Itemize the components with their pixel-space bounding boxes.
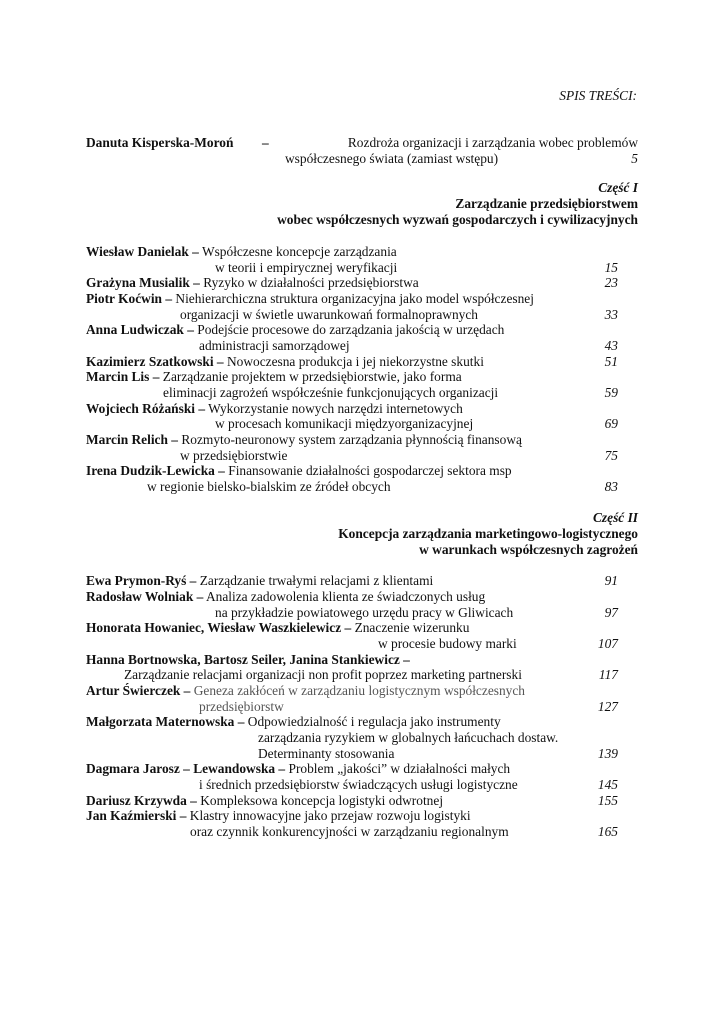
entry-title: Odpowiedzialność i regulacja jako instrumenty <box>247 714 501 729</box>
entry-title-cont: Determinanty stosowania <box>258 746 395 761</box>
entry-page: 83 <box>604 479 618 494</box>
entry-page: 145 <box>597 777 618 792</box>
entry-title: Podejście procesowe do zarządzania jakością w urzędach <box>197 322 505 337</box>
entry-author: Radosław Wolniak – <box>86 589 204 604</box>
entry-title-cont: w regionie bielsko-bialskim ze źródeł obcych <box>147 479 391 494</box>
entry-title-cont: w przedsiębiorstwie <box>180 448 288 463</box>
entry-title-cont: przedsiębiorstw <box>199 699 284 714</box>
entry-title: Znaczenie wizerunku <box>354 620 470 635</box>
entry-title: Wykorzystanie nowych narzędzi internetowych <box>208 401 463 416</box>
entry-title-cont: zarządzania ryzykiem w globalnych łańcuchach dostaw. <box>258 730 559 745</box>
entry-author: Ewa Prymon-Ryś – <box>86 573 197 588</box>
entry-page: 43 <box>604 338 618 353</box>
entry-page: 97 <box>604 605 618 620</box>
intro-dash: – <box>262 135 269 150</box>
entry-page: 117 <box>598 667 618 682</box>
entry-page: 15 <box>604 260 618 275</box>
entry-title: Geneza zakłóceń w zarządzaniu logistycznym współczesnych <box>193 683 526 698</box>
entry-author: Grażyna Musialik – <box>86 275 200 290</box>
entry-author: Irena Dudzik-Lewicka – <box>86 463 225 478</box>
intro-title-line2: współczesnego świata (zamiast wstępu) <box>285 151 499 166</box>
entry-page: 75 <box>604 448 618 463</box>
entry-page: 23 <box>604 275 618 290</box>
entry-author: Małgorzata Maternowska – <box>86 714 245 729</box>
intro-page: 5 <box>631 151 638 166</box>
entry-page: 155 <box>597 793 618 808</box>
intro-author: Danuta Kisperska-Moroń <box>86 135 234 150</box>
entry-title: Ryzyko w działalności przedsiębiorstwa <box>203 275 419 290</box>
entry-page: 91 <box>604 573 618 588</box>
entry-page: 127 <box>597 699 618 714</box>
entry-page: 165 <box>597 824 618 839</box>
part2-title-line2: w warunkach współczesnych zagrożeń <box>419 542 638 557</box>
entry-title: Nowoczesna produkcja i jej niekorzystne skutki <box>226 354 484 369</box>
entry-title-cont: na przykładzie powiatowego urzędu pracy w Gliwicach <box>215 605 514 620</box>
entry-author: Jan Kaźmierski – <box>86 808 187 823</box>
entry-page: 139 <box>597 746 618 761</box>
entry-author: Dariusz Krzywda – <box>86 793 197 808</box>
entry-author: Honorata Howaniec, Wiesław Waszkielewicz – <box>86 620 352 635</box>
entry-title: Rozmyto-neuronowy system zarządzania płynnością finansową <box>181 432 522 447</box>
intro-title-line1: Rozdroża organizacji i zarządzania wobec problemów <box>347 135 638 150</box>
entry-page: 69 <box>604 416 618 431</box>
entry-title: Współczesne koncepcje zarządzania <box>201 244 397 259</box>
entry-title-cont: w procesie budowy marki <box>378 636 517 651</box>
entry-author: Marcin Relich – <box>86 432 178 447</box>
entry-title-cont: organizacji w świetle uwarunkowań formalnoprawnych <box>180 307 478 322</box>
entry-title-cont: oraz czynnik konkurencyjności w zarządzaniu regionalnym <box>190 824 509 839</box>
entry-title-cont: eliminacji zagrożeń współcześnie funkcjonujących organizacji <box>163 385 499 400</box>
entry-title-cont: i średnich przedsiębiorstw świadczących usługi logistyczne <box>199 777 518 792</box>
entry-author: Wiesław Danielak – <box>86 244 199 259</box>
entry-page: 107 <box>597 636 618 651</box>
entry-title: Niehierarchiczna struktura organizacyjna jako model współczesnej <box>175 291 534 306</box>
entry-page: 33 <box>604 307 618 322</box>
entry-title: Zarządzanie trwałymi relacjami z klientami <box>199 573 434 588</box>
entry-author: Dagmara Jarosz – Lewandowska – <box>86 761 286 776</box>
entry-author: Marcin Lis – <box>86 369 160 384</box>
toc-title: SPIS TREŚCI: <box>559 88 637 103</box>
part1-label: Część I <box>598 180 638 195</box>
entry-page: 51 <box>604 354 618 369</box>
entry-author: Kazimierz Szatkowski – <box>86 354 224 369</box>
entry-title: Finansowanie działalności gospodarczej sektora msp <box>228 463 512 478</box>
part1-title-line1: Zarządzanie przedsiębiorstwem <box>455 196 638 211</box>
entry-page: 59 <box>604 385 618 400</box>
entry-title-cont: w procesach komunikacji międzyorganizacyjnej <box>215 416 474 431</box>
part2-label: Część II <box>592 510 638 525</box>
entry-author: Wojciech Różański – <box>86 401 206 416</box>
entry-title: Klastry innowacyjne jako przejaw rozwoju logistyki <box>189 808 471 823</box>
entry-title-cont: Zarządzanie relacjami organizacji non profit poprzez marketing partnerski <box>124 667 522 682</box>
part1-title-line2: wobec współczesnych wyzwań gospodarczych i cywilizacyjnych <box>277 212 638 227</box>
entry-author: Artur Świerczek – <box>86 683 191 698</box>
part2-title-line1: Koncepcja zarządzania marketingowo-logistycznego <box>338 526 638 541</box>
entry-author: Piotr Koćwin – <box>86 291 173 306</box>
entry-title-cont: administracji samorządowej <box>199 338 350 353</box>
entry-author: Hanna Bortnowska, Bartosz Seiler, Janina Stankiewicz – <box>86 652 410 667</box>
entry-title: Kompleksowa koncepcja logistyki odwrotnej <box>200 793 444 808</box>
entry-title-cont: w teorii i empirycznej weryfikacji <box>215 260 398 275</box>
entry-title: Zarządzanie projektem w przedsiębiorstwie, jako forma <box>162 369 462 384</box>
entry-author: Anna Ludwiczak – <box>86 322 194 337</box>
entry-title: Analiza zadowolenia klienta ze świadczonych usług <box>205 589 486 604</box>
entry-title: Problem „jakości” w działalności małych <box>288 761 511 776</box>
